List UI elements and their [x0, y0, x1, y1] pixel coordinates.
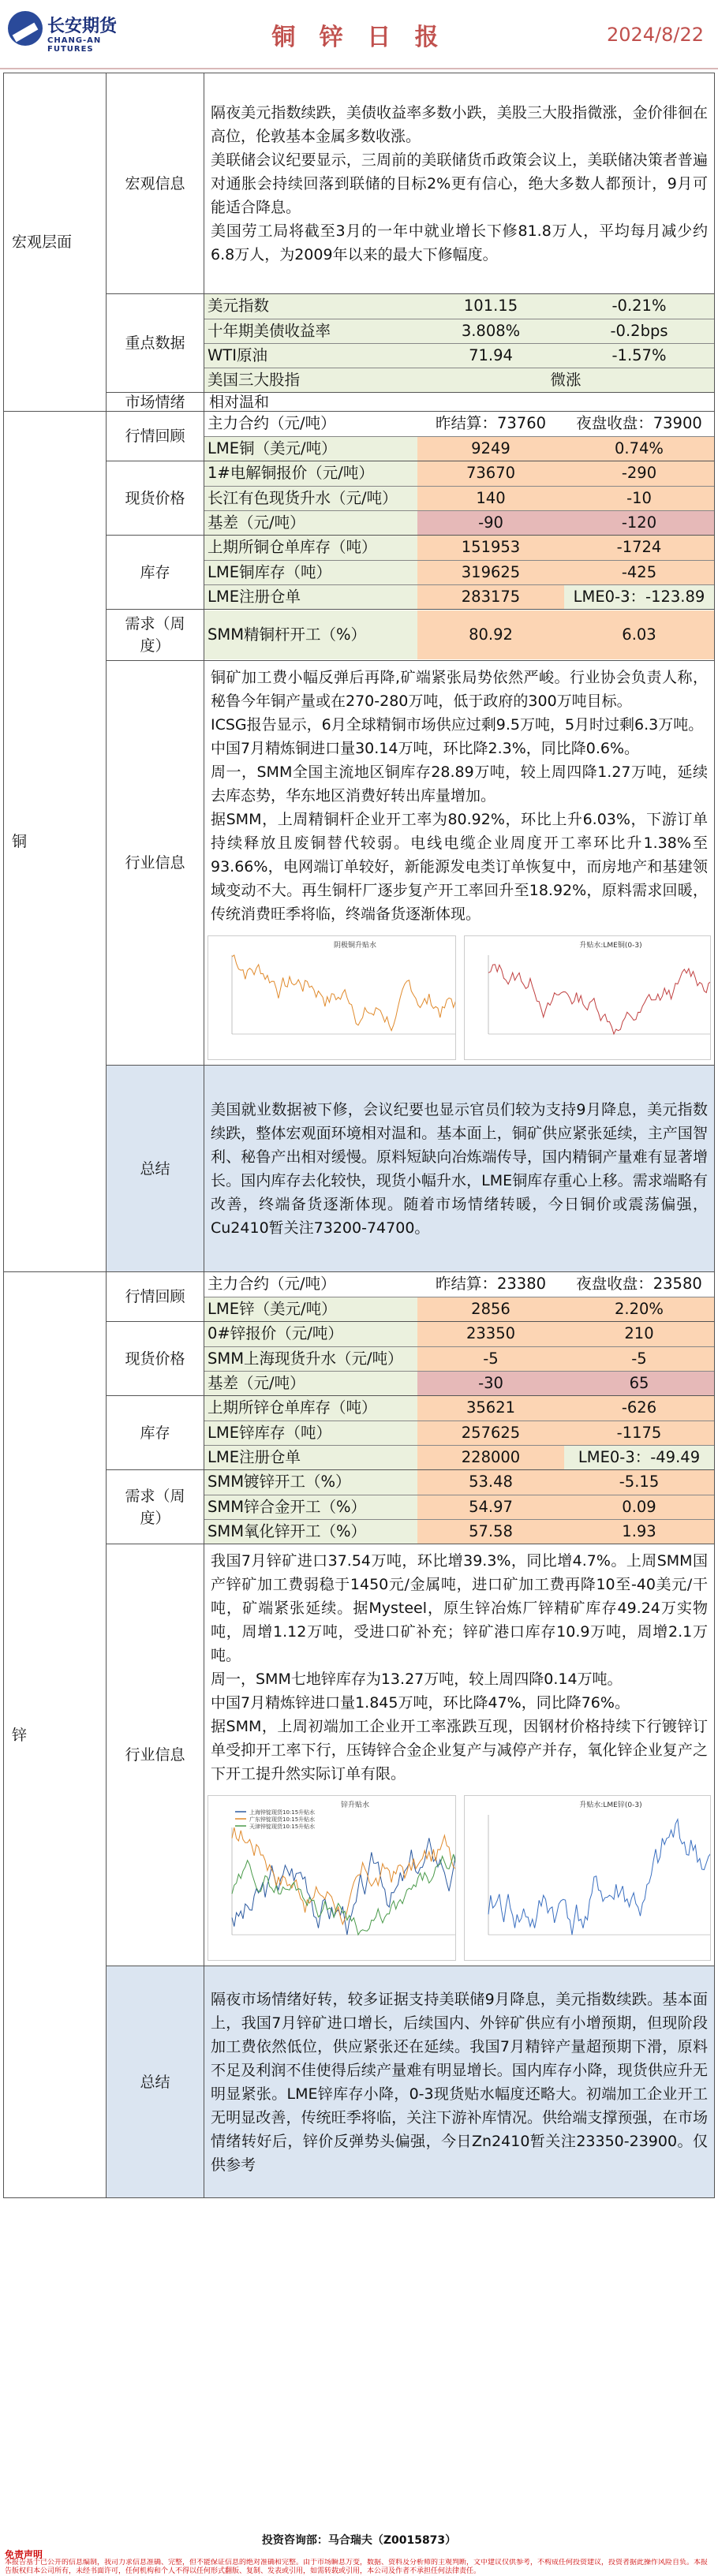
zn-review-row-lme — [204, 1297, 714, 1321]
zn-review-row-main — [204, 1272, 714, 1297]
row-change: -626 — [564, 1396, 714, 1421]
row-change: -1724 — [564, 536, 714, 560]
row-name: LME铜（美元/吨） — [204, 436, 417, 461]
row-name: SMM镀锌开工（%） — [204, 1470, 417, 1495]
series-line — [488, 1815, 711, 1935]
row-name: 长江有色现货升水（元/吨） — [204, 486, 417, 510]
row-change: LME0-3：-123.89 — [564, 584, 714, 609]
row-change: 1.93 — [564, 1519, 714, 1544]
macro-info-label: 宏观信息 — [107, 73, 204, 294]
key-row-ust10 — [204, 319, 714, 343]
key-data-table — [204, 294, 714, 392]
zn-demand-row — [204, 1519, 714, 1544]
row-name: SMM锌合金开工（%） — [204, 1495, 417, 1519]
row-value: 151953 — [417, 536, 564, 560]
zn-review-label: 行情回顾 — [107, 1272, 204, 1322]
section-macro: 宏观层面 — [4, 73, 107, 412]
zn-summary-text: 隔夜市场情绪好转，较多证据支持美联储9月降息，美元指数续跌。基本面上，我国7月锌矿进口增长，后续国内、外锌矿供应有小增预期，但现阶段加工费依然低位，供应紧张还在延续。我国7月精锌产量超预期下滑，原料不足及利润不佳使得后续产量难有明显增长。国内库存小降，现货供应升无明显紧张。LME锌库存小降，0-3现货贴水幅度还略大。初端加工企业开工无明显改善，传统旺季将临，关注下游补库情况。供给端支撑预强，在市场情绪转好后，锌价反弹势头偏强，今日Zn2410暂关注23350-23900。仅供参考 — [204, 1966, 715, 2198]
logo-icon — [8, 11, 43, 46]
zn-industry-label: 行业信息 — [107, 1544, 204, 1966]
row-value: 昨结算：23380 — [417, 1272, 564, 1297]
row-name: LME铜库存（吨） — [204, 560, 417, 584]
row-change: -1175 — [564, 1421, 714, 1445]
zn-review-table — [204, 1272, 714, 1321]
row-name: 上期所锌仓单库存（吨） — [204, 1396, 417, 1421]
row-name: SMM氧化锌开工（%） — [204, 1519, 417, 1544]
row-name: 基差（元/吨） — [204, 1371, 417, 1395]
zn-demand-label: 需求（周度） — [107, 1470, 204, 1544]
row-value: 283175 — [417, 584, 564, 609]
macro-info-text: 隔夜美元指数续跌，美债收益率多数小跌，美股三大股指微涨，金价徘徊在高位，伦敦基本金属多数收涨。 美联储会议纪要显示，三周前的美联储货币政策会议上，美联储决策者普遍对通胀会持续回落到联储的目标2%更有信心，绝大多数人都预计，9月可能适合降息。 美国劳工局将截至3月的一年中就业增长下修81.8万人，平均每月减少约6.8万人，为2009年以来的最大下修幅度。 — [204, 73, 715, 294]
cu-summary-text: 美国就业数据被下修，会议纪要也显示官员们较为支持9月降息，美元指数续跌，整体宏观面环境相对温和。基本面上，铜矿供应紧张延续，主产国智利、秘鲁产出相对缓慢。原料短缺向冶炼端传导，国内精铜产量难有显著增长。国内库存去化较快，现货小幅升水，LME铜库存重心上移。需求端略有改善，终端备货逐渐体现。随着市场情绪转暖，今日铜价或震荡偏强，Cu2410暂关注73200-74700。 — [204, 1066, 715, 1272]
key-change: -1.57% — [564, 343, 714, 368]
row-name: 基差（元/吨） — [204, 510, 417, 535]
zn-stock-label: 库存 — [107, 1396, 204, 1470]
row-change: 夜盘收盘：23580 — [564, 1272, 714, 1297]
row-change: 夜盘收盘：73900 — [564, 412, 714, 436]
key-value: 101.15 — [417, 294, 564, 319]
row-value: -5 — [417, 1346, 564, 1371]
cu-lme-spread-chart — [464, 935, 711, 1060]
row-value: 2856 — [417, 1297, 564, 1321]
chart-title: 锌升贴水 — [340, 1801, 370, 1809]
zn-stock-row — [204, 1396, 714, 1421]
zn-summary-label: 总结 — [107, 1966, 204, 2198]
row-change: -120 — [564, 510, 714, 535]
zn-lme-spread-chart — [464, 1795, 711, 1961]
key-name: 美元指数 — [204, 294, 417, 319]
zn-spot-label: 现货价格 — [107, 1322, 204, 1396]
key-value: 微涨 — [417, 368, 714, 392]
key-change: -0.2bps — [564, 319, 714, 343]
cu-review-row-main — [204, 412, 714, 436]
row-name: 0#锌报价（元/吨） — [204, 1322, 417, 1346]
row-name: 主力合约（元/吨） — [204, 1272, 417, 1297]
disclaimer-text: 本报告基于已公开的信息编制，我司力求信息准确、完整，但不能保证信息的绝对准确和完整。由于市场瞬息万变，数据、资料及分析师的主观判断，文中建议仅供参考，不构成任何投资建议，投资者据此操作风险自负。本报告版权归本公司所有，未经书面许可，任何机构和个人不得以任何形式翻版、复制、发表或引用，如需转载或引用，本公司及作者不承担任何法律责任。 — [5, 2559, 709, 2575]
row-value: 53.48 — [417, 1470, 564, 1495]
key-data-label: 重点数据 — [107, 294, 204, 393]
row-value: -90 — [417, 510, 564, 535]
key-row-wti — [204, 343, 714, 368]
row-value: 140 — [417, 486, 564, 510]
row-name: LME注册仓单 — [204, 584, 417, 609]
row-change: -5 — [564, 1346, 714, 1371]
report-header — [0, 0, 718, 69]
report-footer — [0, 2534, 718, 2576]
cu-review-label: 行情回顾 — [107, 412, 204, 461]
cu-charts — [206, 932, 712, 1063]
logo-cn-text: 长安期货 — [47, 17, 118, 36]
zn-spot-row — [204, 1322, 714, 1346]
row-change: 0.09 — [564, 1495, 714, 1519]
row-name: 主力合约（元/吨） — [204, 412, 417, 436]
series-line — [232, 1827, 456, 1935]
row-value: 23350 — [417, 1322, 564, 1346]
row-change: LME0-3：-49.49 — [564, 1445, 714, 1469]
row-change: 210 — [564, 1322, 714, 1346]
mood-value: 相对温和 — [204, 393, 715, 412]
company-logo — [8, 8, 150, 63]
row-change: 6.03 — [564, 610, 714, 659]
zn-charts — [206, 1792, 712, 1964]
cu-stock-row — [204, 536, 714, 560]
key-value: 71.94 — [417, 343, 564, 368]
cu-stock-row — [204, 584, 714, 609]
row-value: 昨结算：73760 — [417, 412, 564, 436]
row-value: 9249 — [417, 436, 564, 461]
row-name: LME注册仓单 — [204, 1445, 417, 1469]
cu-demand-row — [204, 610, 714, 659]
row-change: 65 — [564, 1371, 714, 1395]
row-name: SMM上海现货升水（元/吨） — [204, 1346, 417, 1371]
cu-stock-table — [204, 536, 714, 609]
cu-review-table — [204, 412, 714, 461]
section-zinc: 锌 — [4, 1272, 107, 2198]
row-name: LME锌（美元/吨） — [204, 1297, 417, 1321]
row-change: -425 — [564, 560, 714, 584]
zn-spot-table — [204, 1322, 714, 1395]
legend-label: 上海锌锭现货10:15升贴水 — [249, 1809, 316, 1816]
disclaimer-title: 免责声明 — [5, 2549, 43, 2560]
cu-review-row-lme — [204, 436, 714, 461]
chart-title: 阴极铜升贴水 — [333, 942, 377, 950]
mood-label: 市场情绪 — [107, 393, 204, 412]
key-row-usd — [204, 294, 714, 319]
row-value: 80.92 — [417, 610, 564, 659]
zn-spot-row — [204, 1346, 714, 1371]
row-value: 35621 — [417, 1396, 564, 1421]
row-name: SMM精铜杆开工（%） — [204, 610, 417, 659]
row-name: 1#电解铜报价（元/吨） — [204, 461, 417, 486]
cu-spot-row — [204, 486, 714, 510]
cu-premium-chart — [208, 935, 456, 1060]
row-name: 上期所铜仓单库存（吨） — [204, 536, 417, 560]
cu-industry-label: 行业信息 — [107, 661, 204, 1066]
row-value: 257625 — [417, 1421, 564, 1445]
report-table — [3, 73, 715, 2198]
cu-stock-label: 库存 — [107, 536, 204, 610]
zn-industry-text: 我国7月锌矿进口37.54万吨，环比增39.3%，同比增4.7%。上周SMM国产锌矿加工费弱稳于1450元/金属吨，进口矿加工费再降10至-40美元/干吨，矿端紧张延续。据Mysteel，原生锌冶炼厂锌精矿库存49.24万实物吨，周增1.12万吨，受进口矿补充；锌矿港口库存10.9万吨，周增2.1万吨。 周一，SMM七地锌库存为13.27万吨，较上周四降0.14万吨。 中国7月精炼锌进口量1.845万吨，环比降47%，同比降76%。 据SMM，上周初端加工企业开工率涨跌互现，因钢材价格持续下行镀锌订单受抑开工率下行，压铸锌合金企业复产与减停产并存，氧化锌企业复产之下开工提升然实际订单有限。 — [204, 1544, 715, 1791]
analyst-line: 投资咨询部：马合瑞夫（Z0015873） — [261, 2534, 457, 2547]
cu-demand-table — [204, 610, 714, 659]
row-change: -290 — [564, 461, 714, 486]
cu-industry-text: 铜矿加工费小幅反弹后再降,矿端紧张局势依然严峻。行业协会负责人称，秘鲁今年铜产量或在270-280万吨，低于政府的300万吨目标。 ICSG报告显示，6月全球精铜市场供应过剩9.5万吨，5月时过剩6.3万吨。 中国7月精炼铜进口量30.14万吨，环比降2.3%，同比降0.6%。 周一，SMM全国主流地区铜库存28.89万吨，较上周四降1.27万吨，延续去库态势，华东地区消费好转出库量增加。 据SMM，上周精铜杆企业开工率为80.92%，环比上升6.03%，下游订单持续释放且废铜替代较弱。电线电缆企业周度开工率环比升1.38%至93.66%，电网端订单较好，新能源发电类订单恢复中，而房地产和基建领域变动不大。再生铜杆厂逐步复产开工率回升至18.92%，原料需求回暖，传统消费旺季将临，终端备货逐渐体现。 — [204, 661, 715, 931]
row-value: -30 — [417, 1371, 564, 1395]
row-value: 228000 — [417, 1445, 564, 1469]
zn-stock-row — [204, 1421, 714, 1445]
chart-title: 升贴水:LME铜(0-3) — [579, 942, 642, 950]
report-date: 2024/8/22 — [606, 24, 704, 46]
row-change: -5.15 — [564, 1470, 714, 1495]
cu-demand-label: 需求（周度） — [107, 610, 204, 661]
legend-label: 天津锌锭现货10:15升贴水 — [249, 1824, 316, 1830]
series-line — [232, 955, 456, 1034]
cu-spot-row — [204, 461, 714, 486]
row-change: -10 — [564, 486, 714, 510]
cu-spot-row — [204, 510, 714, 535]
zn-stock-table — [204, 1396, 714, 1469]
logo-en-text: CHANG-AN FUTURES — [47, 36, 102, 54]
cu-spot-table — [204, 461, 714, 535]
zn-demand-row — [204, 1495, 714, 1519]
chart-title: 升贴水:LME锌(0-3) — [579, 1801, 642, 1809]
zn-demand-row — [204, 1470, 714, 1495]
zn-premium-chart — [208, 1795, 456, 1961]
zn-spot-row — [204, 1371, 714, 1395]
cu-summary-label: 总结 — [107, 1066, 204, 1272]
row-value: 57.58 — [417, 1519, 564, 1544]
cu-spot-label: 现货价格 — [107, 461, 204, 536]
section-copper: 铜 — [4, 412, 107, 1272]
legend-label: 广东锌锭现货10:15升贴水 — [249, 1816, 316, 1823]
key-row-us-stocks — [204, 368, 714, 392]
key-name: WTI原油 — [204, 343, 417, 368]
cu-stock-row — [204, 560, 714, 584]
row-change: 0.74% — [564, 436, 714, 461]
key-value: 3.808% — [417, 319, 564, 343]
key-name: 美国三大股指 — [204, 368, 417, 392]
row-name: LME锌库存（吨） — [204, 1421, 417, 1445]
key-name: 十年期美债收益率 — [204, 319, 417, 343]
series-line — [488, 955, 711, 1034]
zn-stock-row — [204, 1445, 714, 1469]
zn-demand-table — [204, 1470, 714, 1544]
key-change: -0.21% — [564, 294, 714, 319]
row-change: 2.20% — [564, 1297, 714, 1321]
report-title: 铜 锌 日 报 — [271, 24, 447, 51]
row-value: 54.97 — [417, 1495, 564, 1519]
row-value: 73670 — [417, 461, 564, 486]
row-value: 319625 — [417, 560, 564, 584]
